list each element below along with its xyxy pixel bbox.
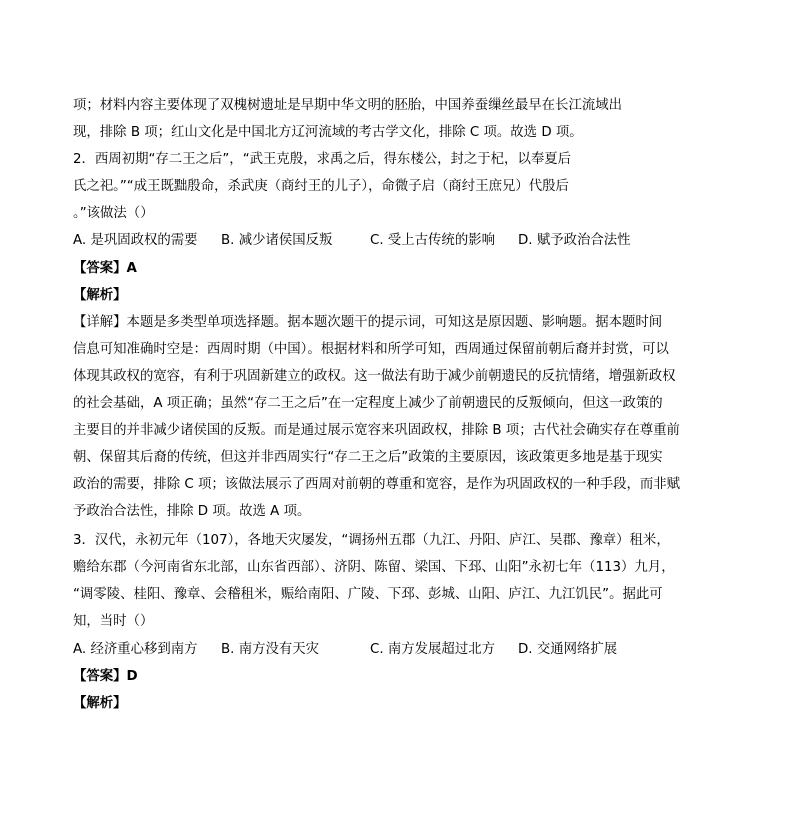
q2-detail-line-5: 主要目的并非减少诸侯国的反叛。而是通过展示宽容来巩固政权，排除 B 项；古代社会确实存在尊重前: [73, 423, 680, 438]
q1-explanation-line-1: 项；材料内容主要体现了双槐树遗址是早期中华文明的胚胎，中国养蚕缫丝最早在长江流域出: [73, 98, 623, 113]
q2-option-d: D. 赋予政治合法性: [518, 233, 631, 248]
q3-analysis-heading: 【解析】: [73, 696, 127, 711]
q2-option-b: B. 减少诸侯国反叛: [221, 233, 333, 248]
q2-detail-line-3: 体现其政权的宽容，有利于巩固新建立的政权。这一做法有助于减少前朝遗民的反抗情绪，增强新政权: [73, 369, 676, 384]
q3-stem-line-2: 赡给东郡（今河南省东北部，山东省西部）、济阴、陈留、梁国、下邳、山阳”永初七年（113）九月，: [73, 560, 675, 575]
q2-analysis-heading: 【解析】: [73, 288, 127, 303]
q3-option-b: B. 南方没有天灾: [221, 642, 320, 657]
q2-option-a: A. 是巩固政权的需要: [73, 233, 198, 248]
q2-answer: 【答案】A: [73, 261, 137, 276]
q2-stem-line-2: 氏之祀。”“成王既黜殷命，杀武庚（商纣王的儿子），命微子启（商纣王庶兄）代殷后: [73, 179, 569, 194]
q2-detail-line-6: 朝、保留其后裔的传统，但这并非西周实行“存二王之后”政策的主要原因，该政策更多地是基于现实: [73, 450, 663, 465]
q2-detail-line-2: 信息可知准确时空是：西周时期（中国）。根据材料和所学可知，西周通过保留前朝后裔并封赏，可以: [73, 342, 669, 357]
q3-option-c: C. 南方发展超过北方: [370, 642, 495, 657]
q3-answer: 【答案】D: [73, 669, 138, 684]
q2-stem-line-3: 。”该做法（）: [73, 206, 154, 221]
q1-explanation-line-2: 现，排除 B 项；红山文化是中国北方辽河流域的考古学文化，排除 C 项。故选 D 项。: [73, 125, 583, 140]
q2-detail-line-4: 的社会基础，A 项正确；虽然“存二王之后”在一定程度上减少了前朝遗民的反叛倾向，但这一政策的: [73, 396, 663, 411]
q2-detail-line-1: 【详解】本题是多类型单项选择题。据本题次题干的提示词，可知这是原因题、影响题。据本题时间: [73, 315, 663, 330]
q2-stem-line-1: 2．西周初期“存二王之后”，“武王克殷，求禹之后，得东楼公，封之于杞，以奉夏后: [73, 152, 572, 167]
q2-detail-line-8: 予政治合法性，排除 D 项。故选 A 项。: [73, 504, 311, 519]
q2-detail-line-7: 政治的需要，排除 C 项；该做法展示了西周对前朝的尊重和宽容，是作为巩固政权的一种手段，而非赋: [73, 477, 681, 492]
q3-option-a: A. 经济重心移到南方: [73, 642, 198, 657]
q3-stem-line-4: 知，当时（）: [73, 614, 154, 629]
q3-stem-line-1: 3．汉代，永初元年（107），各地天灾屡发，“调扬州五郡（九江、丹阳、庐江、吴郡、豫章）租米，: [73, 533, 670, 548]
q2-option-c: C. 受上古传统的影响: [370, 233, 495, 248]
q3-stem-line-3: “调零陵、桂阳、豫章、会稽租米，赈给南阳、广陵、下邳、彭城、山阳、庐江、九江饥民”。据此可: [73, 587, 663, 602]
q3-option-d: D. 交通网络扩展: [518, 642, 618, 657]
